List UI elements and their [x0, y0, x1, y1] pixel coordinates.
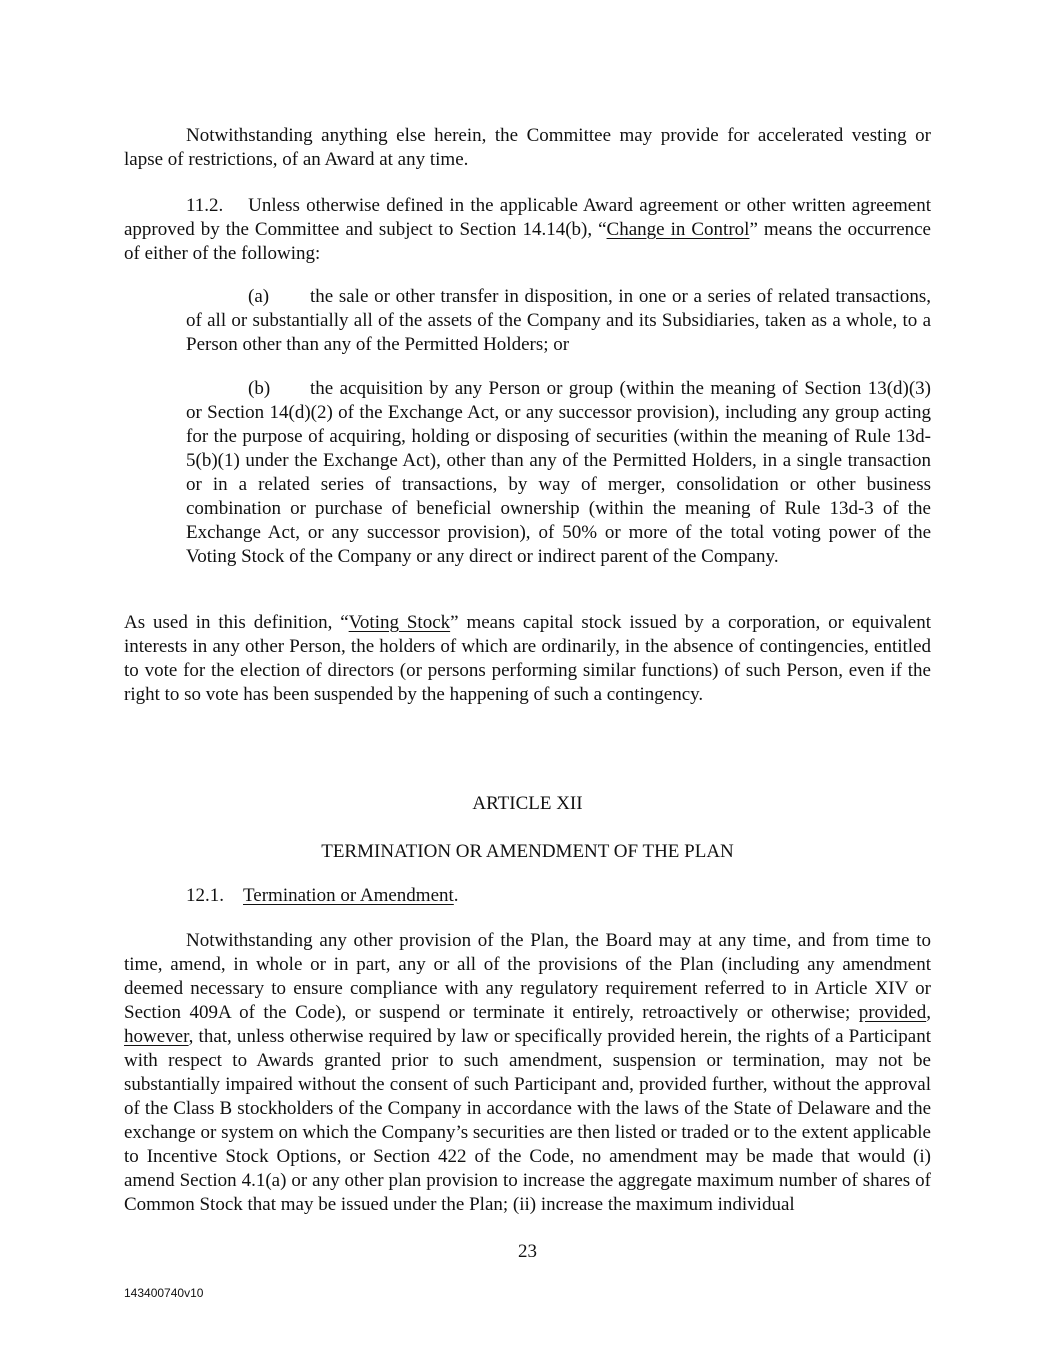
section-12-paragraph	[124, 929, 931, 1217]
section-12-1-heading	[186, 884, 459, 908]
voting-stock-definition	[124, 611, 931, 707]
document-id: 143400740v10	[124, 1286, 204, 1300]
paragraph-text: , that, unless otherwise required by law or specifically provided herein, the rights of a Participant with respect to Awards granted prior to such amendment, suspension or termination, may not be substantially impaired without the consent of such Participant and, provided further, without the approval of the Class B stockholders of the Company in accordance with the laws of the State of Delaware and the exchange or system on which the Company’s securities are then listed or traded or to the extent applicable to Incentive Stock Options, or Section 422 of the Code, no amendment may be made that would (i) amend Section 4.1(a) or any other plan provision to increase the aggregate maximum number of shares of Common Stock that may be issued under the Plan; (ii) increase the maximum individual	[124, 1026, 931, 1215]
section-number: 11.2.	[186, 195, 224, 216]
section-text: Unless otherwise defined in the applicable Award agreement or other written agreement approved by the Committee and subject to Section 14.14(b), “	[124, 195, 932, 240]
section-11-2-paragraph	[124, 194, 931, 266]
separator: ,	[926, 1002, 931, 1023]
section-heading-text: Termination or Amendment	[243, 885, 454, 906]
section-text: ” means the occurrence of either of the following:	[124, 219, 931, 264]
term-provided: provided	[858, 1002, 927, 1023]
definition-text: ” means capital stock issued by a corporation, or equivalent interests in any other Person, the holders of which are ordinarily, in the absence of contingencies, entitled to vote for the election of directors (or persons performing similar functions) of such Person, even if the right to so vote has been suspended by the happening of such a contingency.	[124, 612, 932, 705]
clause-label: (b)	[248, 378, 271, 399]
clause-text: the sale or other transfer in disposition, in one or a series of related transactions, of all or substantially all of the assets of the Company and its Subsidiaries, taken as a whole, to a Person other than any of the Permitted Holders; or	[186, 286, 931, 355]
clause-a	[186, 285, 931, 357]
intro-paragraph: Notwithstanding anything else herein, the Committee may provide for accelerated vesting or lapse of restrictions, of an Award at any time.	[124, 125, 931, 170]
term-however: however	[124, 1026, 189, 1047]
section-number: 12.1.	[186, 885, 224, 906]
clause-text: the acquisition by any Person or group (within the meaning of Section 13(d)(3) or Section 14(d)(2) of the Exchange Act, or any successor provision), including any group acting for the purpose of acquiring, holding or disposing of securities (within the meaning of Rule 13d-5(b)(1) under the Exchange Act), other than any of the Permitted Holders, in a single transaction or in a related series of transactions, by way of merger, consolidation or other business combination or purchase of beneficial ownership (within the meaning of Rule 13d-3 of the Exchange Act, or any successor provision), of 50% or more of the total voting power of the Voting Stock of the Company or any direct or indirect parent of the Company.	[186, 378, 931, 567]
article-title: TERMINATION OR AMENDMENT OF THE PLAN	[321, 841, 734, 862]
clause-label: (a)	[248, 286, 270, 307]
heading-period: .	[453, 885, 459, 906]
page-number: 23	[518, 1241, 537, 1262]
clause-b	[186, 377, 931, 569]
article-number: ARTICLE XII	[472, 793, 583, 814]
paragraph-text: Notwithstanding any other provision of the Plan, the Board may at any time, and from time to time, amend, in whole or in part, any or all of the provisions of the Plan (including any amendment deemed necessary to ensure compliance with any regulatory requirement referred to in Article XIV or Section 409A of the Code), or suspend or terminate it entirely, retroactively or otherwise;	[124, 930, 931, 1023]
defined-term-change-in-control: Change in Control	[606, 219, 750, 240]
definition-text: As used in this definition, “	[124, 612, 349, 633]
defined-term-voting-stock: Voting Stock	[348, 612, 451, 633]
